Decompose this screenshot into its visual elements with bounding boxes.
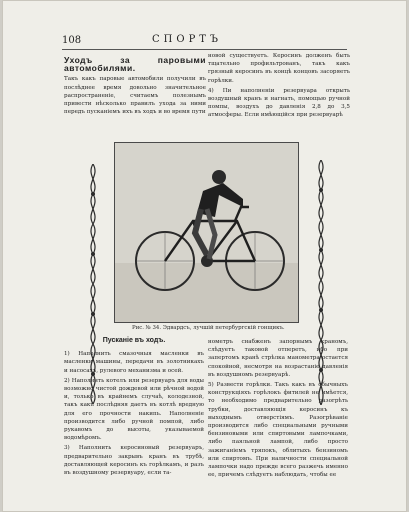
section-paragraph: 5) Развести горѣлки. Такъ какъ въ обычныхъ конструкціяхъ горѣлокъ фитилей не имѣется, то необходимо предварительно разогрѣть трубки, доставляющія керосинъ къ выходнымъ отверстіямъ. Разогрѣваніе производится либо специальными ручными бензиновыми или спиртовыми лампочками, либо паяльной лампой, либо просто зажиганіемъ тряпокъ, облитыхъ бензиномъ или спиртомъ. При наличности специальной лампочки надо прежде всего разжечь именно ее, причемъ слѣдуетъ наблюдать, чтобы ее (208, 382, 348, 479)
running-header: СПОРТЪ (152, 34, 222, 45)
right-paragraph: новой существуетъ. Керосинъ долженъ быть тщательно профильтрованъ, такъ какъ грязный керосинъ въ концѣ концовъ засоряетъ горѣлки. (208, 53, 350, 84)
article-left-column (64, 56, 206, 118)
cyclist-bicycle-icon (115, 143, 298, 322)
cyclist-photo (114, 142, 299, 323)
page-number: 108 (62, 35, 82, 46)
section-paragraph: нометръ снабженъ запорнымъ краномъ, слѣдуетъ таковой отперетъ, ибо при запертомъ кранѣ стрѣлка манометра остается спокойной, несмотря на возрастаніе давленія въ воздушномъ резервуарѣ. (208, 339, 348, 378)
section-left-column (64, 337, 204, 479)
section-paragraph: 2) Наполнить котелъ или резервуаръ для воды возможно чистой дождевой или рѣчной водой и, только въ крайнемъ случаѣ, колодезной, такъ какъ послѣдняя даетъ въ котлѣ вредную для его прочности накипь. Наполненіе производится либо ручной помпой, либо рукавомъ до высоты, указываемой водомѣромъ. (64, 377, 204, 442)
header-rule (62, 49, 347, 50)
magazine-page (2, 0, 407, 512)
photo-caption: Рис. № 34. Эдвардсъ, лучшій петербургскій гонщикъ. (132, 325, 285, 331)
section-paragraph: 1) Наполнить смазочныя масленки въ масленки машины, передачи въ золотникахъ и насосахъ, рулевого механизма и осей. (64, 351, 204, 374)
article-title: Уходъ за паровыми автомобилями. (64, 55, 206, 74)
section-paragraph: 3) Наполнить керосиновый резервуаръ, предварительно закрывъ кранъ въ трубѣ, доставляющей керосинъ къ горѣлкамъ, и разъ въ воздушному резервуару, если та- (64, 445, 204, 477)
section-title: Пусканіе въ ходъ. (102, 337, 166, 344)
right-paragraph: 4) Пи наполненіи резервуара открыть воздушный кранъ и нагнать, помощью ручной помпы, воздухъ до давленія 2,8 до 3,5 атмосферы. Если имѣющійся при резервуарѣ (208, 87, 350, 119)
section-right-column (208, 338, 348, 481)
article-intro: Такъ какъ паровые автомобили получили въ послѣднее время довольно значительное распространеніе, считаемъ полезнымъ привести нѣсколько правилъ ухода за ними передъ пусканіемъ ихъ въ ходъ и во время пути (64, 76, 206, 116)
article-right-column (208, 52, 350, 122)
